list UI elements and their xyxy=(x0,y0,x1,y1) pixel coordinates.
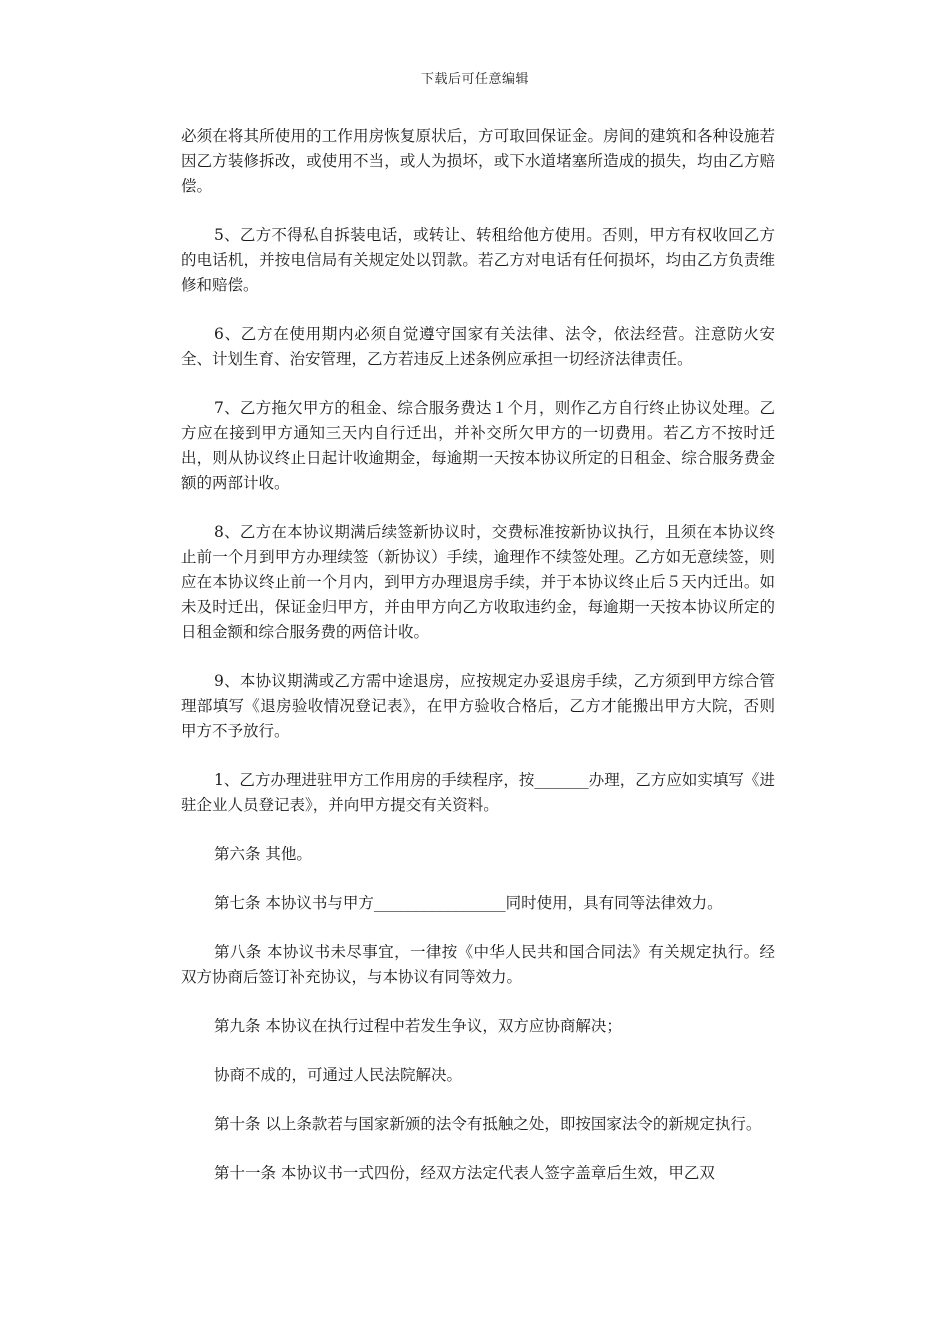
paragraph-article-9-cont: 协商不成的，可通过人民法院解决。 xyxy=(214,1066,463,1084)
paragraph-item-7: 7、乙方拖欠甲方的租金、综合服务费达１个月，则作乙方自行终止协议处理。乙方应在接到甲方通知三天内自行迁出，并补交所欠甲方的一切费用。若乙方不按时迁出，则从协议终止日起计收逾期金，每逾期一天按本协议所定的日租金、综合服务费金额的两部计收。 xyxy=(181,399,775,492)
paragraph-continuation: 必须在将其所使用的工作用房恢复原状后，方可取回保证金。房间的建筑和各种设施若因乙方装修拆改，或使用不当，或人为损坏，或下水道堵塞所造成的损失，均由乙方赔偿。 xyxy=(181,127,775,195)
paragraph-article-10: 第十条 以上条款若与国家新颁的法令有抵触之处，即按国家法令的新规定执行。 xyxy=(214,1115,762,1133)
paragraph-item-1: 1、乙方办理进驻甲方工作用房的手续程序，按_______办理，乙方应如实填写《进驻企业人员登记表》，并向甲方提交有关资料。 xyxy=(181,771,775,814)
paragraph-item-5: 5、乙方不得私自拆装电话，或转让、转租给他方使用。否则，甲方有权收回乙方的电话机，并按电信局有关规定处以罚款。若乙方对电话有任何损坏，均由乙方负责维修和赔偿。 xyxy=(181,226,775,294)
paragraph-item-6: 6、乙方在使用期内必须自觉遵守国家有关法律、法令，依法经营。注意防火安全、计划生育、治安管理，乙方若违反上述条例应承担一切经济法律责任。 xyxy=(181,325,775,368)
page-header: 下载后可任意编辑 xyxy=(420,72,529,87)
paragraph-article-9: 第九条 本协议在执行过程中若发生争议，双方应协商解决； xyxy=(214,1017,622,1035)
paragraph-item-9: 9、本协议期满或乙方需中途退房，应按规定办妥退房手续，乙方须到甲方综合管理部填写《退房验收情况登记表》，在甲方验收合格后，乙方才能搬出甲方大院，否则甲方不予放行。 xyxy=(181,672,775,740)
document-body xyxy=(181,124,775,1210)
paragraph-article-7: 第七条 本协议书与甲方_________________同时使用，具有同等法律效力。 xyxy=(214,894,723,912)
paragraph-article-6: 第六条 其他。 xyxy=(214,845,312,863)
paragraph-article-8: 第八条 本协议书未尽事宜，一律按《中华人民共和国合同法》有关规定执行。经双方协商后签订补充协议，与本协议有同等效力。 xyxy=(181,943,775,986)
paragraph-item-8: 8、乙方在本协议期满后续签新协议时，交费标准按新协议执行，且须在本协议终止前一个月到甲方办理续签（新协议）手续，逾理作不续签处理。乙方如无意续签，则应在本协议终止前一个月内，到甲方办理退房手续，并于本协议终止后５天内迁出。如未及时迁出，保证金归甲方，并由甲方向乙方收取违约金，每逾期一天按本协议所定的日租金额和综合服务费的两倍计收。 xyxy=(181,523,775,641)
paragraph-article-11: 第十一条 本协议书一式四份，经双方法定代表人签字盖章后生效，甲乙双 xyxy=(214,1164,715,1182)
